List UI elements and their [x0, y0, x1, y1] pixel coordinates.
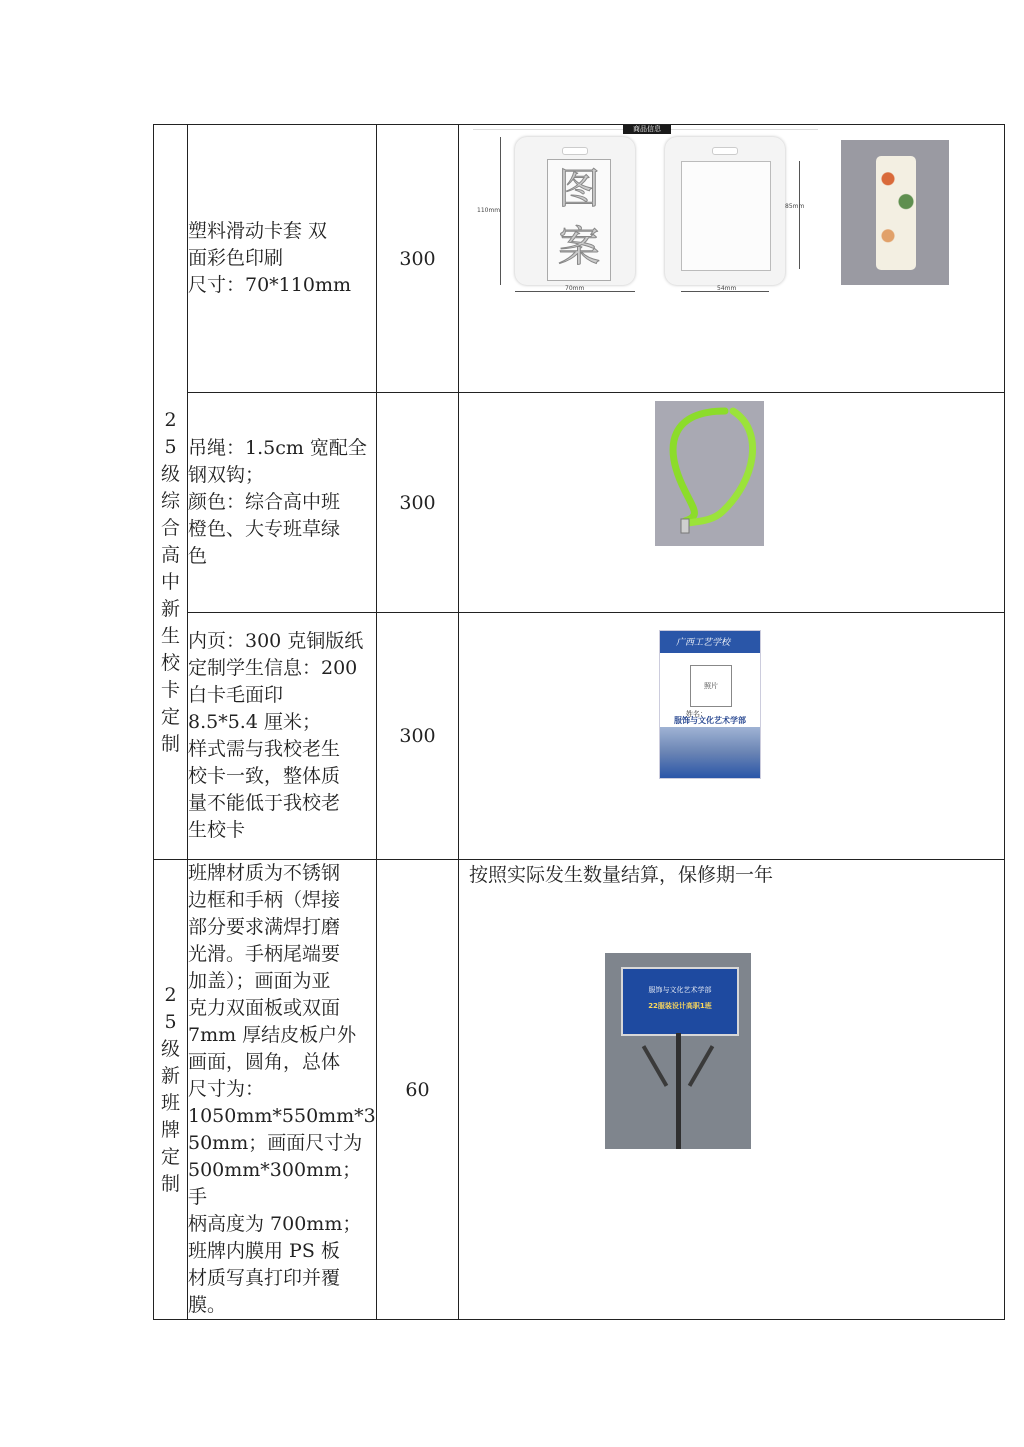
card-holder-photo: 商品信息 图案 110mm 70mm 85mm 54mm — [473, 125, 818, 301]
class-sign-photo: 服饰与文化艺术学部 22服装设计高职1班 — [605, 953, 751, 1149]
student-card-photo: 广西工艺学校 照片 姓名： 服饰与文化艺术学部 — [659, 630, 761, 779]
item-description: 吊绳：1.5cm 宽配全 钢双钩； 颜色：综合高中班 橙色、大专班草绿 色 — [188, 393, 377, 613]
group-label-class-sign: 2 5 级 新 班 牌 定 制 — [154, 860, 188, 1320]
item-description: 塑料滑动卡套 双 面彩色印刷 尺寸：70*110mm — [188, 125, 377, 393]
item-description: 班牌材质为不锈钢 边框和手柄（焊接 部分要求满焊打磨 光滑。手柄尾端要 加盖）；画面为亚 克力双面板或双面 7mm 厚结皮板户外 画面，圆角，总体 尺寸为： 1050mm*550mm*3 50mm；画面尺寸为 500mm*300mm；手 柄高度为 700mm； 班牌内膜用 PS 板 材质写真打印并覆 膜。 — [188, 860, 377, 1320]
item-description: 内页：300 克铜版纸 定制学生信息：200 白卡毛面印 8.5*5.4 厘米； 样式需与我校老生 校卡一致，整体质 量不能低于我校老 生校卡 — [188, 613, 377, 860]
group-label-campus-card: 2 5 级 综 合 高 中 新 生 校 卡 定 制 — [154, 125, 188, 860]
table-row — [154, 125, 1005, 393]
table-row — [154, 393, 1005, 613]
settlement-note: 按照实际发生数量结算，保修期一年 — [469, 864, 774, 886]
item-quantity: 300 — [377, 613, 459, 860]
spec-table — [153, 124, 1005, 1320]
campus-photo — [660, 727, 760, 778]
card-back — [665, 137, 785, 285]
floral-card-photo — [841, 140, 949, 285]
item-image-cell — [459, 613, 1005, 860]
item-quantity: 60 — [377, 860, 459, 1320]
item-quantity: 300 — [377, 125, 459, 393]
school-logo: 广西工艺学校 — [676, 638, 731, 648]
card-front: 图案 — [515, 137, 635, 285]
table-row — [154, 613, 1005, 860]
item-image-cell — [459, 860, 1005, 1320]
lanyard-photo — [655, 401, 764, 546]
item-image-cell — [459, 393, 1005, 613]
lanyard-icon — [655, 401, 764, 546]
item-quantity: 300 — [377, 393, 459, 613]
table-row — [154, 860, 1005, 1320]
item-image-cell — [459, 125, 1005, 393]
